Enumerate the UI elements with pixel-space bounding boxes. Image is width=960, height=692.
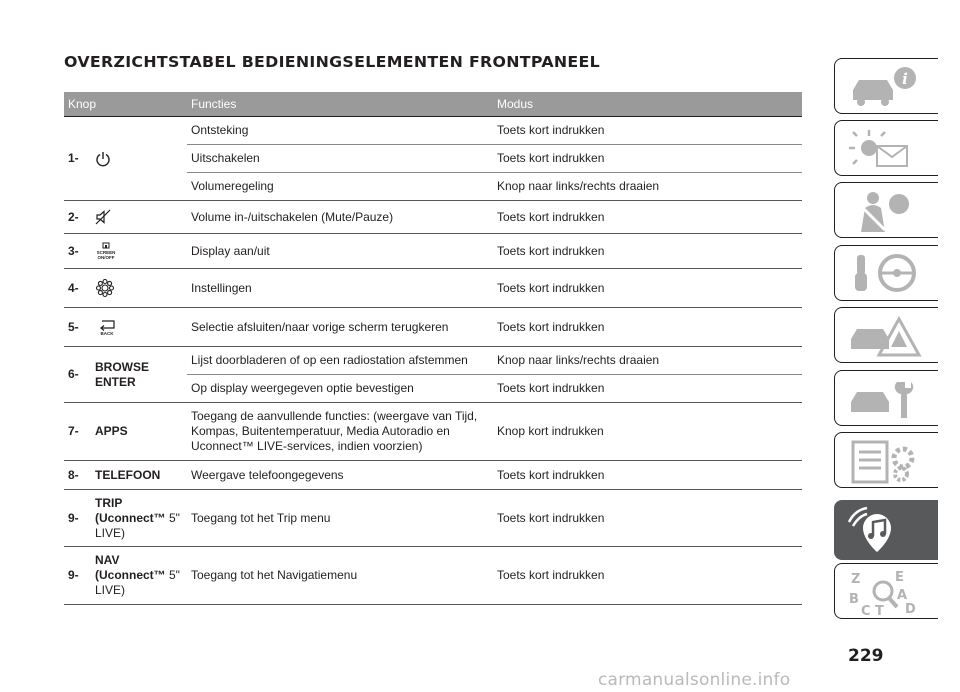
header-functies: Functies <box>187 92 493 117</box>
page-title: OVERZICHTSTABEL BEDIENINGSELEMENTEN FRONTPANEEL <box>64 53 601 71</box>
watermark: carmanualsonline.info <box>598 670 791 690</box>
row-number: 9- <box>64 490 91 547</box>
function-cell: Toegang tot het Trip menu <box>187 490 493 547</box>
button-name: TRIP <box>95 495 123 510</box>
row-number: 8- <box>64 461 91 490</box>
function-cell: Uitschakelen <box>187 145 493 173</box>
tab-warning-lights[interactable] <box>834 120 938 176</box>
mode-cell: Knop kort indrukken <box>493 403 802 461</box>
settings-gear-icon <box>95 278 115 298</box>
table-row <box>64 269 802 308</box>
header-knop: Knop <box>64 92 187 117</box>
function-cell: Selectie afsluiten/naar vorige scherm terugkeren <box>187 308 493 347</box>
table-row <box>64 461 802 490</box>
tab-technical-data[interactable] <box>834 432 938 488</box>
button-cell <box>91 201 187 234</box>
function-cell: Ontsteking <box>187 117 493 145</box>
svg-text:i: i <box>902 70 908 88</box>
button-name-cell <box>91 490 187 547</box>
mode-cell: Toets kort indrukken <box>493 201 802 234</box>
multimedia-icon <box>845 506 929 556</box>
row-number: 5- <box>64 308 91 347</box>
tab-starting-driving[interactable] <box>834 245 938 301</box>
table-row <box>64 201 802 234</box>
row-number: 1- <box>64 117 91 201</box>
tab-maintenance[interactable] <box>834 370 938 426</box>
svg-text:T: T <box>875 604 884 615</box>
back-arrow-icon <box>95 319 119 336</box>
back-label: BACK <box>100 330 114 336</box>
row-number: 3- <box>64 234 91 269</box>
row-number: 9- <box>64 547 91 605</box>
button-cell <box>91 234 187 269</box>
warning-light-message-icon <box>845 126 929 172</box>
svg-text:A: A <box>897 588 908 603</box>
svg-text:C: C <box>861 604 871 615</box>
tab-emergency[interactable] <box>834 307 938 363</box>
tab-car-info[interactable] <box>834 58 938 114</box>
svg-text:B: B <box>849 592 859 607</box>
table-row <box>64 308 802 347</box>
row-number: 2- <box>64 201 91 234</box>
button-cell <box>91 308 187 347</box>
car-info-icon <box>845 64 929 110</box>
function-cell: Lijst doorbladeren of op een radiostation afstemmen <box>187 347 493 375</box>
mode-cell: Toets kort indrukken <box>493 234 802 269</box>
table-row <box>64 234 802 269</box>
function-cell: Weergave telefoongegevens <box>187 461 493 490</box>
tab-index[interactable] <box>834 563 938 619</box>
button-name-cell <box>91 547 187 605</box>
button-cell <box>91 269 187 308</box>
button-variant-bold: (Uconnect™ <box>95 568 166 582</box>
function-cell: Volume in-/uitschakelen (Mute/Pauze) <box>187 201 493 234</box>
mode-cell: Knop naar links/rechts draaien <box>493 347 802 375</box>
power-icon <box>95 151 111 167</box>
alphabetical-index-icon <box>845 569 929 615</box>
car-maintenance-icon <box>845 376 929 422</box>
tab-safety[interactable] <box>834 182 938 238</box>
screen-onoff-icon <box>95 242 117 260</box>
function-cell: Volumeregeling <box>187 173 493 201</box>
mode-cell: Toets kort indrukken <box>493 117 802 145</box>
page-number: 229 <box>848 646 884 666</box>
table-row <box>64 490 802 547</box>
controls-table <box>64 92 802 605</box>
button-name: TELEFOON <box>91 461 187 490</box>
table-row <box>64 117 802 145</box>
svg-text:Z: Z <box>851 572 861 587</box>
table-row <box>64 403 802 461</box>
table-header-row <box>64 92 802 117</box>
mode-cell: Toets kort indrukken <box>493 375 802 403</box>
svg-text:D: D <box>905 602 916 615</box>
table-row <box>64 347 802 375</box>
svg-text:E: E <box>895 570 904 585</box>
mode-cell: Toets kort indrukken <box>493 490 802 547</box>
mute-icon <box>95 209 111 225</box>
technical-data-icon <box>845 438 929 484</box>
function-cell: Display aan/uit <box>187 234 493 269</box>
function-cell: Instellingen <box>187 269 493 308</box>
table-row <box>64 547 802 605</box>
row-number: 6- <box>64 347 91 403</box>
button-variant-bold: (Uconnect™ <box>95 510 166 525</box>
mode-cell: Toets kort indrukken <box>493 145 802 173</box>
mode-cell: Knop naar links/rechts draaien <box>493 173 802 201</box>
function-cell: Toegang tot het Navigatiemenu <box>187 547 493 605</box>
mode-cell: Toets kort indrukken <box>493 461 802 490</box>
button-variant: 5" LIVE) <box>95 510 180 540</box>
function-cell: Op display weergegeven optie bevestigen <box>187 375 493 403</box>
button-name: APPS <box>91 403 187 461</box>
mode-cell: Toets kort indrukken <box>493 547 802 605</box>
mode-cell: Toets kort indrukken <box>493 308 802 347</box>
button-name: BROWSE ENTER <box>91 347 187 403</box>
key-steering-wheel-icon <box>845 251 929 297</box>
airbag-seatbelt-icon <box>845 188 929 234</box>
function-cell: Toegang de aanvullende functies: (weergave van Tijd, Kompas, Buitentemperatuur, Media Autoradio en Uconnect™ LIVE-services, indien voorzien) <box>187 403 493 461</box>
row-number: 7- <box>64 403 91 461</box>
header-modus: Modus <box>493 92 802 117</box>
button-cell <box>91 117 187 201</box>
button-name: NAV <box>95 553 120 567</box>
mode-cell: Toets kort indrukken <box>493 269 802 308</box>
breakdown-triangle-icon <box>845 313 929 359</box>
button-variant: 5" LIVE) <box>95 568 180 597</box>
tab-multimedia[interactable] <box>834 500 938 560</box>
row-number: 4- <box>64 269 91 308</box>
screen-onoff-label: SCREEN ON/OFF <box>96 250 116 260</box>
